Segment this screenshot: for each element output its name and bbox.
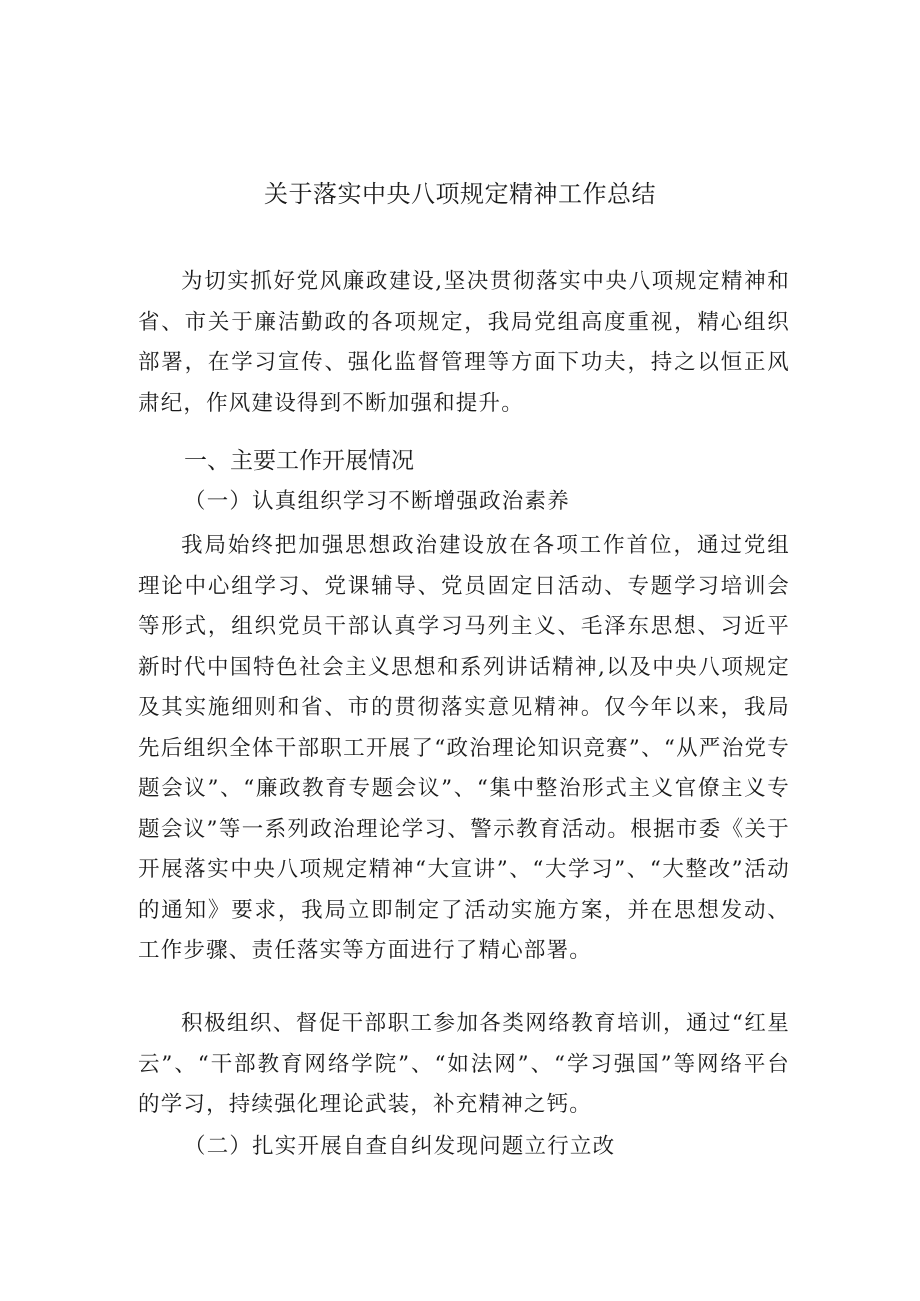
section-heading-main-work: 一、主要工作开展情况 [184,448,414,474]
document-title: 关于落实中央八项规定精神工作总结 [264,180,656,208]
subsection-heading-study: （一）认真组织学习不断增强政治素养 [184,489,570,514]
study-paragraph: 我局始终把加强思想政治建设放在各项工作首位，通过党组理论中心组学习、党课辅导、党员固定日活动、专题学习培训会等形式，组织党员干部认真学习马列主义、毛泽东思想、习近平新时代中国特色社会主义思想和系列讲话精神,以及中央八项规定及其实施细则和省、市的贯彻落实意见精神。仅今年以来，我局先后组织全体干部职工开展了“政治理论知识竞赛”、“从严治党专题会议”、“廉政教育专题会议”、“集中整治形式主义官僚主义专题会议”等一系列政治理论学习、警示教育活动。根据市委《关于开展落实中央八项规定精神“大宣讲”、“大学习”、“大整改”活动的通知》要求，我局立即制定了活动实施方案，并在思想发动、工作步骤、责任落实等方面进行了精心部署。 [138,533,790,963]
online-training-paragraph: 积极组织、督促干部职工参加各类网络教育培训，通过“红星云”、“干部教育网络学院”、“如法网”、“学习强国”等网络平台的学习，持续强化理论武装，补充精神之钙。 [138,1011,790,1117]
intro-paragraph: 为切实抓好党风廉政建设,坚决贯彻落实中央八项规定精神和省、市关于廉洁勤政的各项规定，我局党组高度重视，精心组织部署，在学习宣传、强化监督管理等方面下功夫，持之以恒正风肃纪，作风建设得到不断加强和提升。 [138,269,790,416]
subsection-heading-self-inspection: （二）扎实开展自查自纠发现问题立行立改 [184,1134,616,1159]
